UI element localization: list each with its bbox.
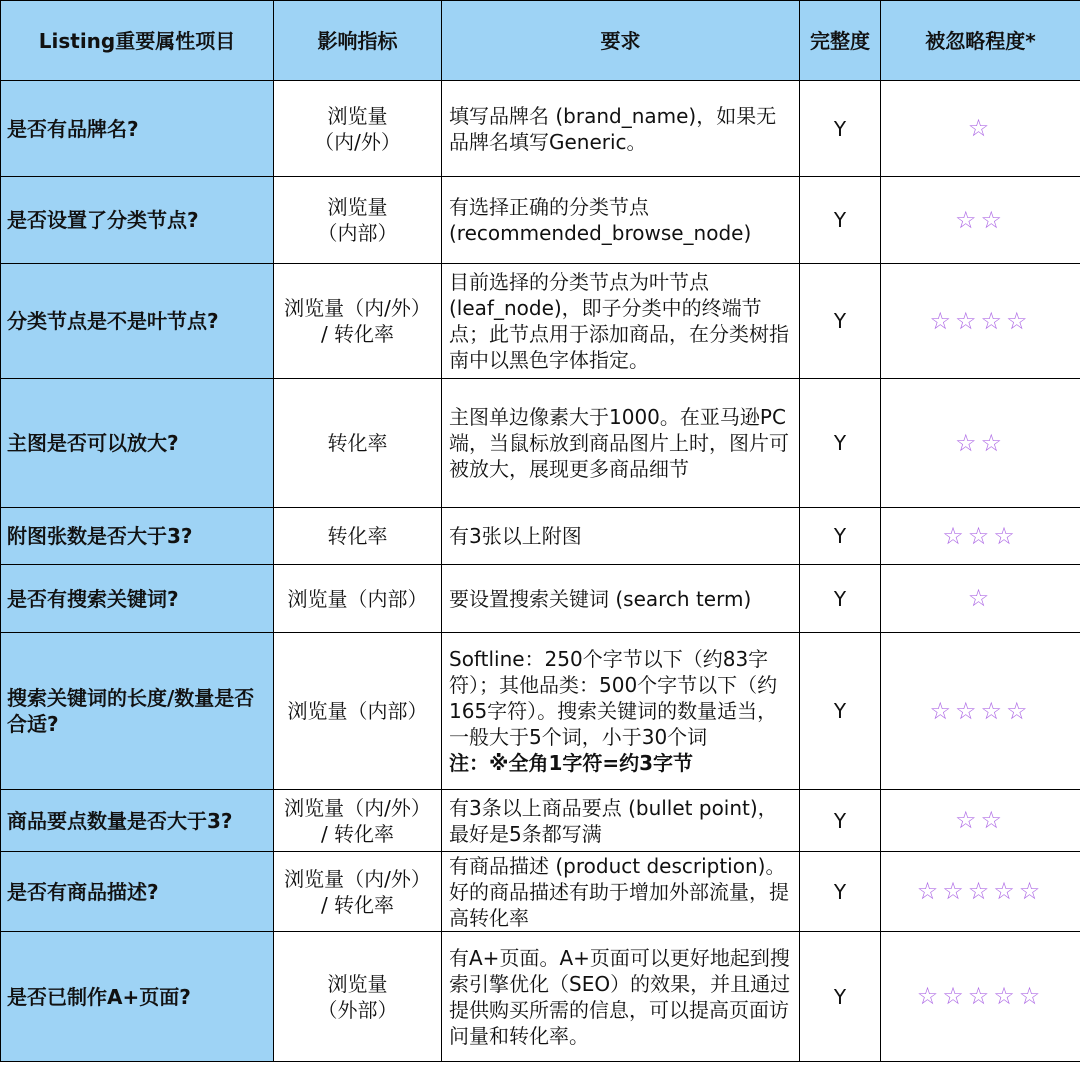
star-outline-icon: ☆ bbox=[967, 521, 994, 550]
table-row bbox=[1, 932, 1080, 1062]
attribute-cell: 是否设置了分类节点? bbox=[1, 177, 274, 264]
requirement-cell bbox=[442, 81, 800, 177]
completeness-cell: Y bbox=[800, 508, 881, 565]
requirement-text: 有选择正确的分类节点 (recommended_browse_node) bbox=[449, 195, 752, 245]
metric-cell: 浏览量（内/外） / 转化率 bbox=[274, 852, 442, 932]
attribute-cell: 分类节点是不是叶节点? bbox=[1, 264, 274, 379]
star-outline-icon: ☆ bbox=[980, 696, 1007, 725]
completeness-cell: Y bbox=[800, 379, 881, 508]
requirement-cell bbox=[442, 932, 800, 1062]
requirement-cell bbox=[442, 508, 800, 565]
star-outline-icon: ☆ bbox=[980, 806, 1007, 834]
requirement-cell bbox=[442, 264, 800, 379]
star-outline-icon: ☆ bbox=[1018, 877, 1045, 905]
star-rating bbox=[968, 114, 994, 142]
star-rating bbox=[942, 522, 1019, 550]
table-row bbox=[1, 633, 1080, 790]
header-completeness: 完整度 bbox=[800, 1, 881, 81]
completeness-cell: Y bbox=[800, 633, 881, 790]
metric-cell: 浏览量（内部） bbox=[274, 565, 442, 633]
attribute-cell: 是否有品牌名? bbox=[1, 81, 274, 177]
star-outline-icon: ☆ bbox=[916, 982, 943, 1010]
star-outline-icon: ☆ bbox=[967, 584, 994, 612]
header-row bbox=[1, 1, 1080, 81]
star-rating bbox=[917, 982, 1045, 1010]
requirement-cell bbox=[442, 633, 800, 790]
star-outline-icon: ☆ bbox=[954, 806, 981, 834]
requirement-cell bbox=[442, 852, 800, 932]
star-outline-icon: ☆ bbox=[967, 982, 994, 1010]
star-outline-icon: ☆ bbox=[929, 306, 955, 335]
ignored-stars-cell bbox=[881, 790, 1080, 852]
star-outline-icon: ☆ bbox=[1018, 982, 1045, 1010]
requirement-cell bbox=[442, 565, 800, 633]
star-outline-icon: ☆ bbox=[980, 205, 1007, 234]
star-outline-icon: ☆ bbox=[980, 428, 1007, 457]
star-outline-icon: ☆ bbox=[916, 877, 943, 905]
metric-cell: 转化率 bbox=[274, 508, 442, 565]
table-row bbox=[1, 508, 1080, 565]
requirement-text: 主图单边像素大于1000。在亚马逊PC端，当鼠标放到商品图片上时，图片可被放大，展现更多商品细节 bbox=[449, 405, 789, 481]
attribute-cell: 是否已制作A+页面? bbox=[1, 932, 274, 1062]
star-outline-icon: ☆ bbox=[993, 521, 1019, 550]
table-row bbox=[1, 852, 1080, 932]
star-outline-icon: ☆ bbox=[1006, 306, 1032, 335]
star-outline-icon: ☆ bbox=[993, 877, 1019, 905]
header-metric: 影响指标 bbox=[274, 1, 442, 81]
star-outline-icon: ☆ bbox=[967, 877, 994, 905]
requirement-cell bbox=[442, 379, 800, 508]
table-row bbox=[1, 565, 1080, 633]
ignored-stars-cell bbox=[881, 379, 1080, 508]
completeness-cell: Y bbox=[800, 177, 881, 264]
metric-cell: 浏览量（内部） bbox=[274, 633, 442, 790]
completeness-cell: Y bbox=[800, 565, 881, 633]
completeness-cell: Y bbox=[800, 932, 881, 1062]
requirement-note: 注：※全角1字符=约3字节 bbox=[449, 751, 694, 775]
requirement-text: 有3张以上附图 bbox=[449, 524, 582, 548]
star-rating bbox=[955, 206, 1006, 234]
metric-cell: 浏览量 （内部） bbox=[274, 177, 442, 264]
metric-cell: 浏览量 （外部） bbox=[274, 932, 442, 1062]
star-outline-icon: ☆ bbox=[993, 982, 1019, 1010]
table-row bbox=[1, 790, 1080, 852]
ignored-stars-cell bbox=[881, 565, 1080, 633]
attribute-cell: 商品要点数量是否大于3? bbox=[1, 790, 274, 852]
star-outline-icon: ☆ bbox=[980, 306, 1007, 335]
completeness-cell: Y bbox=[800, 81, 881, 177]
table-row bbox=[1, 81, 1080, 177]
attribute-cell: 主图是否可以放大? bbox=[1, 379, 274, 508]
table-body bbox=[1, 81, 1080, 1062]
star-outline-icon: ☆ bbox=[954, 428, 981, 457]
attribute-cell: 搜索关键词的长度/数量是否合适? bbox=[1, 633, 274, 790]
metric-cell: 浏览量（内/外） / 转化率 bbox=[274, 264, 442, 379]
attribute-cell: 是否有商品描述? bbox=[1, 852, 274, 932]
table-row bbox=[1, 264, 1080, 379]
table-row bbox=[1, 379, 1080, 508]
star-outline-icon: ☆ bbox=[929, 696, 955, 725]
completeness-cell: Y bbox=[800, 790, 881, 852]
completeness-cell: Y bbox=[800, 852, 881, 932]
attribute-cell: 附图张数是否大于3? bbox=[1, 508, 274, 565]
ignored-stars-cell bbox=[881, 633, 1080, 790]
ignored-stars-cell bbox=[881, 508, 1080, 565]
table-row bbox=[1, 177, 1080, 264]
requirement-text: 有商品描述 (product description)。好的商品描述有助于增加外部流量，提高转化率 bbox=[449, 853, 789, 930]
star-outline-icon: ☆ bbox=[942, 521, 968, 550]
ignored-stars-cell bbox=[881, 264, 1080, 379]
star-outline-icon: ☆ bbox=[942, 877, 968, 905]
attribute-cell: 是否有搜索关键词? bbox=[1, 565, 274, 633]
metric-cell: 浏览量 （内/外） bbox=[274, 81, 442, 177]
header-requirement: 要求 bbox=[442, 1, 800, 81]
star-outline-icon: ☆ bbox=[967, 114, 994, 142]
ignored-stars-cell bbox=[881, 852, 1080, 932]
requirement-text: 目前选择的分类节点为叶节点 (leaf_node)，即子分类中的终端节点；此节点用于添加商品，在分类树指南中以黑色字体指定。 bbox=[449, 270, 789, 372]
star-rating bbox=[955, 806, 1006, 834]
star-rating bbox=[917, 877, 1045, 905]
metric-cell: 转化率 bbox=[274, 379, 442, 508]
metric-cell: 浏览量（内/外） / 转化率 bbox=[274, 790, 442, 852]
requirement-text: Softline：250个字节以下（约83字符）；其他品类：500个字节以下（约165字符）。搜索关键词的数量适当，一般大于5个词，小于30个词 bbox=[449, 647, 778, 749]
header-ignored: 被忽略程度* bbox=[881, 1, 1080, 81]
ignored-stars-cell bbox=[881, 932, 1080, 1062]
completeness-cell: Y bbox=[800, 264, 881, 379]
star-outline-icon: ☆ bbox=[1006, 696, 1032, 725]
star-outline-icon: ☆ bbox=[954, 696, 981, 725]
star-outline-icon: ☆ bbox=[954, 205, 981, 234]
requirement-text: 有A+页面。A+页面可以更好地起到搜索引擎优化（SEO）的效果，并且通过提供购买所需的信息，可以提高页面访问量和转化率。 bbox=[449, 945, 791, 1048]
ignored-stars-cell bbox=[881, 81, 1080, 177]
requirement-cell bbox=[442, 790, 800, 852]
star-outline-icon: ☆ bbox=[942, 982, 968, 1010]
ignored-stars-cell bbox=[881, 177, 1080, 264]
star-rating bbox=[929, 307, 1031, 335]
star-outline-icon: ☆ bbox=[954, 306, 981, 335]
star-rating bbox=[968, 584, 994, 612]
requirement-text: 有3条以上商品要点 (bullet point)，最好是5条都写满 bbox=[449, 795, 778, 846]
requirement-text: 要设置搜索关键词 (search term) bbox=[449, 586, 752, 611]
star-rating bbox=[955, 429, 1006, 457]
requirement-text: 填写品牌名 (brand_name)，如果无品牌名填写Generic。 bbox=[449, 103, 777, 154]
requirement-cell bbox=[442, 177, 800, 264]
header-attribute: Listing重要属性项目 bbox=[1, 1, 274, 81]
star-rating bbox=[929, 697, 1031, 725]
